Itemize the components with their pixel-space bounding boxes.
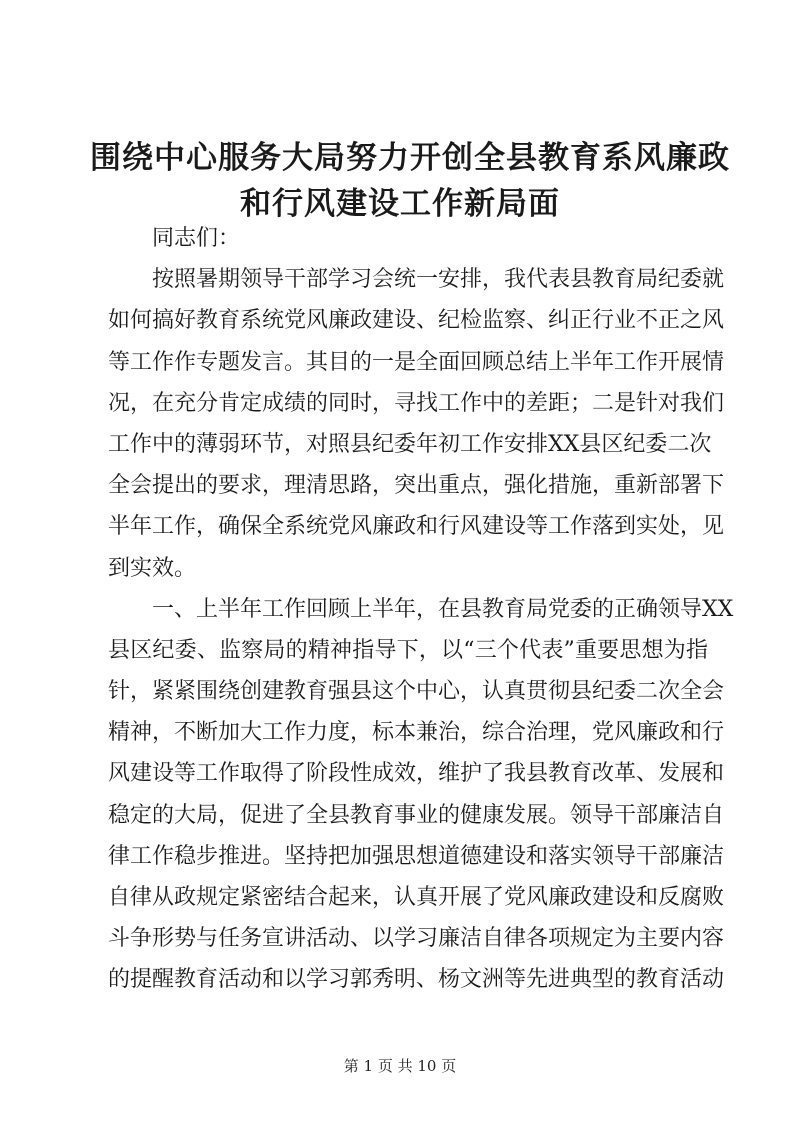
- paragraph-line: 半年工作，确保全系统党风廉政和行风建设等工作落到实处，见: [108, 514, 725, 540]
- paragraph-line: 全会提出的要求，理清思路，突出重点，强化措施，重新部署下: [108, 473, 725, 499]
- paragraph-line: 稳定的大局，促进了全县教育事业的健康发展。领导干部廉洁自: [108, 802, 725, 828]
- document-title: [90, 135, 730, 227]
- paragraph-line: 等工作作专题发言。其目的一是全面回顾总结上半年工作开展情: [108, 349, 725, 375]
- paragraph-line: 到实效。: [108, 555, 197, 581]
- paragraph-line: 工作中的薄弱环节，对照县纪委年初工作安排XX县区纪委二次: [108, 431, 712, 457]
- paragraph-line: 针，紧紧围绕创建教育强县这个中心，认真贯彻县纪委二次全会: [108, 679, 725, 705]
- paragraph-line: 的提醒教育活动和以学习郭秀明、杨文洲等先进典型的教育活动: [108, 967, 725, 993]
- title-line-2: 和行风建设工作新局面: [240, 186, 560, 222]
- paragraph-line: 斗争形势与任务宣讲活动、以学习廉洁自律各项规定为主要内容: [108, 926, 725, 952]
- paragraph-line: 如何搞好教育系统党风廉政建设、纪检监察、纠正行业不正之风: [108, 308, 725, 334]
- paragraph-2: [108, 589, 734, 1001]
- document-body: [108, 218, 734, 1001]
- paragraph-line: 一、上半年工作回顾上半年，在县教育局党委的正确领导XX: [152, 596, 734, 622]
- paragraph-line: 风建设等工作取得了阶段性成效，维护了我县教育改革、发展和: [108, 761, 725, 787]
- paragraph-line: 况，在充分肯定成绩的同时，寻找工作中的差距；二是针对我们: [108, 390, 725, 416]
- page-number-footer: 第 1 页 共 10 页: [343, 1057, 457, 1075]
- paragraph-1: [108, 259, 725, 589]
- title-line-1: 围绕中心服务大局努力开创全县教育系风廉政: [90, 140, 730, 176]
- paragraph-line: 按照暑期领导干部学习会统一安排，我代表县教育局纪委就: [152, 267, 725, 293]
- paragraph-line: 精神，不断加大工作力度，标本兼治，综合治理，党风廉政和行: [108, 720, 725, 746]
- paragraph-line: 自律从政规定紧密结合起来，认真开展了党风廉政建设和反腐败: [108, 885, 725, 910]
- paragraph-line: 县区纪委、监察局的精神指导下，以“三个代表”重要思想为指: [108, 637, 708, 663]
- salutation: 同志们：: [152, 226, 241, 251]
- paragraph-line: 律工作稳步推进。坚持把加强思想道德建设和落实领导干部廉洁: [108, 843, 725, 869]
